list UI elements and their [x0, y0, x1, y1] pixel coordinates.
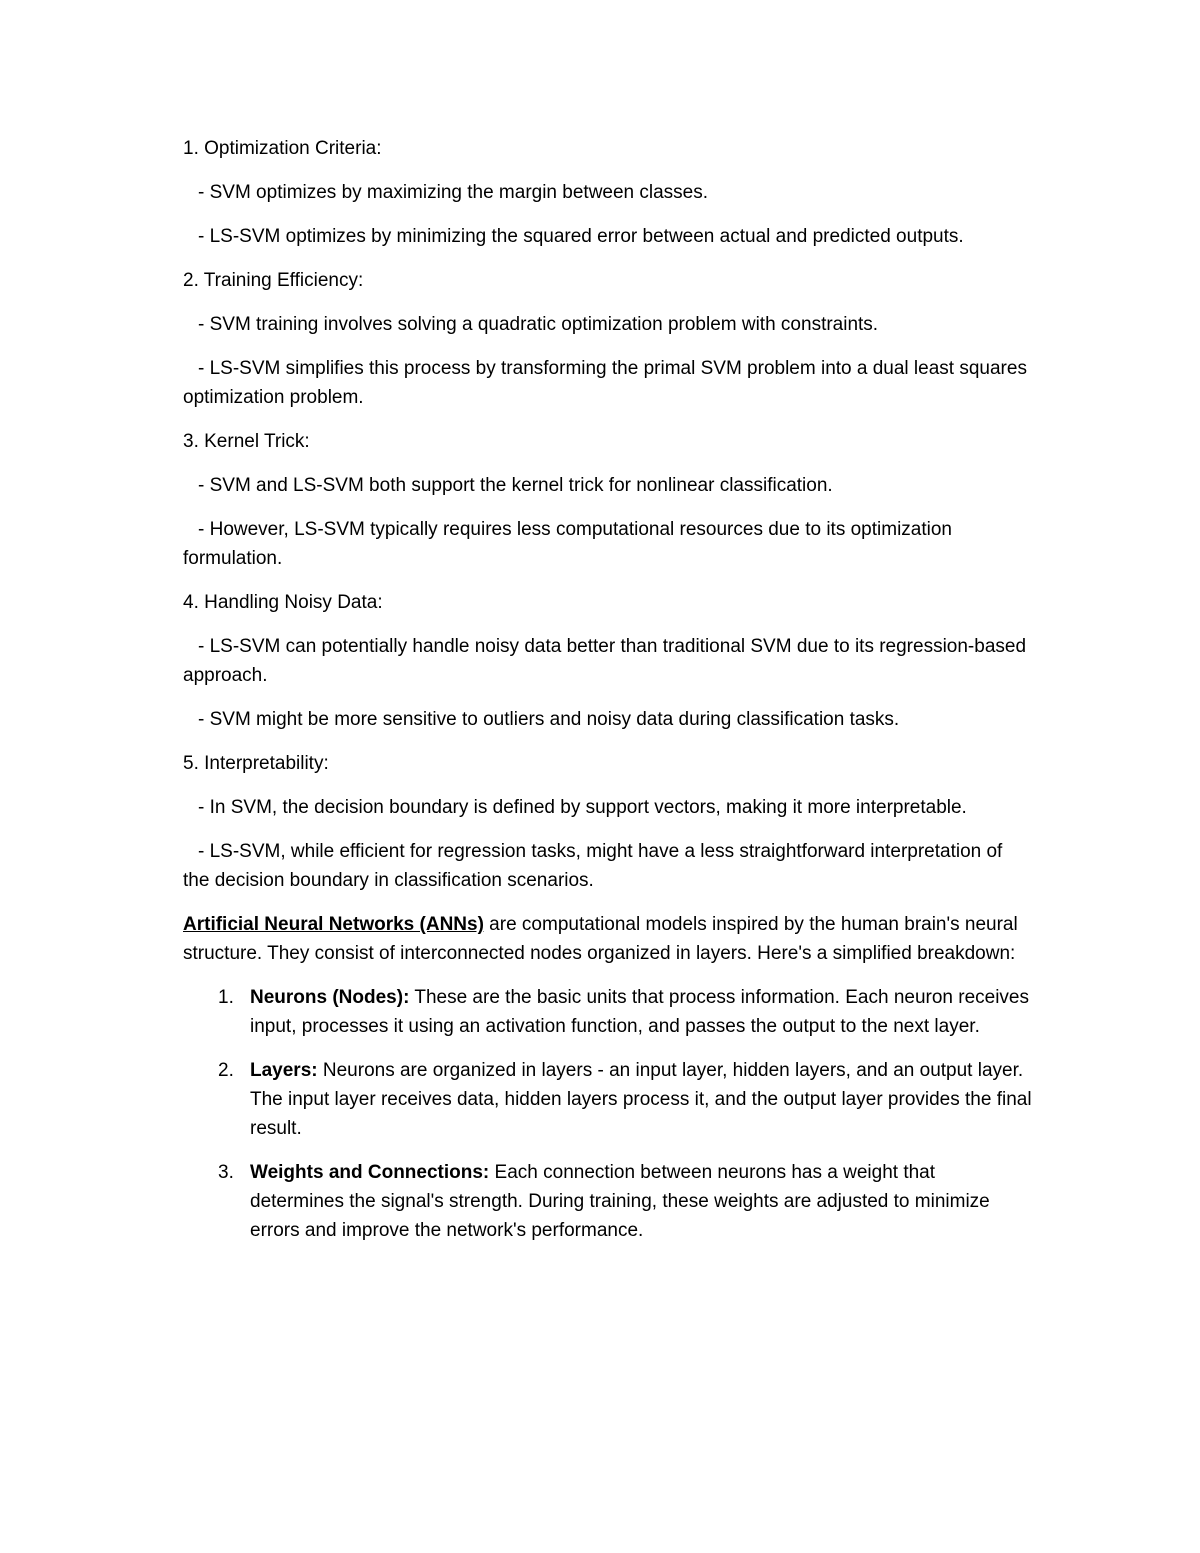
list-item-text: These are the basic units that process information. Each neuron receives input, processes it using an activation function, and passes the output to the next layer. [250, 987, 1030, 1037]
section-point: - SVM optimizes by maximizing the margin between classes. [198, 182, 709, 203]
list-item-term: Neurons (Nodes): [250, 987, 410, 1008]
ann-components-list [183, 983, 1033, 1245]
section-point: - SVM training involves solving a quadratic optimization problem with constraints. [198, 314, 879, 335]
list-item [183, 1158, 1033, 1245]
list-item-number: 1. [218, 987, 234, 1008]
list-item [183, 983, 1033, 1041]
section-heading-handling-noisy-data: 4. Handling Noisy Data: [183, 592, 383, 613]
section-point: - LS-SVM optimizes by minimizing the squared error between actual and predicted outputs. [198, 226, 964, 247]
section-heading-kernel-trick: 3. Kernel Trick: [183, 431, 310, 452]
section-point: - SVM and LS-SVM both support the kernel trick for nonlinear classification. [198, 475, 833, 496]
list-item-number: 3. [218, 1162, 234, 1183]
list-item-number: 2. [218, 1060, 234, 1081]
section-point: - SVM might be more sensitive to outliers and noisy data during classification tasks. [198, 709, 900, 730]
ann-intro-text: are computational models inspired by the human brain's neural structure. They consist of interconnected nodes organized in layers. Here's a simplified breakdown: [183, 914, 1018, 964]
document-body [183, 134, 1033, 1260]
section-heading-training-efficiency: 2. Training Efficiency: [183, 270, 364, 291]
section-point: - LS-SVM, while efficient for regression tasks, might have a less straightforward interpretation of the decision boundary in classification scenarios. [183, 841, 1003, 891]
list-item-term: Layers: [250, 1060, 318, 1081]
section-heading-interpretability: 5. Interpretability: [183, 753, 329, 774]
section-point: - LS-SVM simplifies this process by transforming the primal SVM problem into a dual least squares optimization problem. [183, 358, 1027, 408]
section-point: - LS-SVM can potentially handle noisy data better than traditional SVM due to its regression-based approach. [183, 636, 1027, 686]
list-item-term: Weights and Connections: [250, 1162, 490, 1183]
list-item-text: Each connection between neurons has a weight that determines the signal's strength. During training, these weights are adjusted to minimize errors and improve the network's performance. [250, 1162, 990, 1241]
section-point: - In SVM, the decision boundary is defined by support vectors, making it more interpretable. [198, 797, 967, 818]
ann-intro-paragraph [183, 910, 1033, 968]
list-item [183, 1056, 1033, 1143]
ann-title: Artificial Neural Networks (ANNs) [183, 914, 484, 935]
list-item-text: Neurons are organized in layers - an input layer, hidden layers, and an output layer. The input layer receives data, hidden layers process it, and the output layer provides the final result. [250, 1060, 1032, 1139]
section-point: - However, LS-SVM typically requires less computational resources due to its optimization formulation. [183, 519, 952, 569]
section-heading-optimization-criteria: 1. Optimization Criteria: [183, 138, 382, 159]
